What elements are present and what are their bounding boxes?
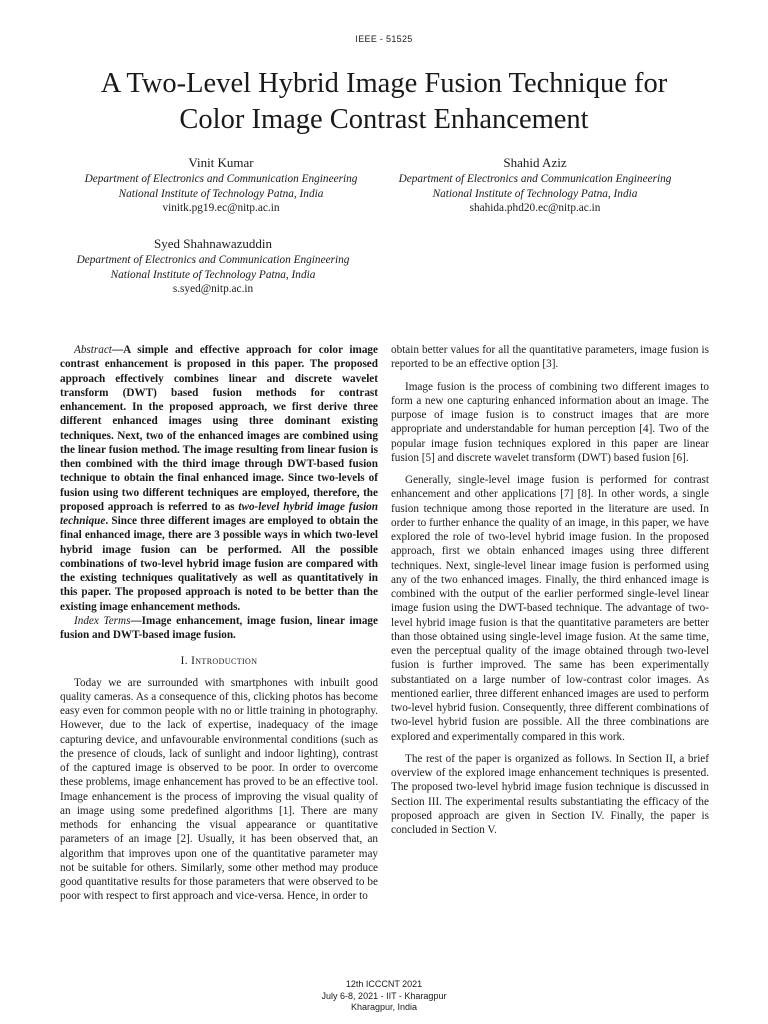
author-name: Syed Shahnawazuddin	[153, 236, 273, 251]
body-paragraph: The rest of the paper is organized as follows. In Section II, a brief overview of the explored image enhancement techniques is presented. The proposed two-level hybrid image fusion technique is discussed in Section III. The experimental results substantiating the efficacy of the proposed approach are given in Section IV. Finally, the paper is concluded in Section V.	[391, 752, 709, 836]
conference-footer	[0, 979, 768, 1014]
conference-id-header: IEEE - 51525	[355, 34, 413, 44]
section-heading-introduction	[60, 654, 378, 668]
body-paragraph: obtain better values for all the quantitative parameters, image fusion is reported to be an effective option [3].	[391, 344, 709, 371]
index-terms-text: Image enhancement, image fusion, linear image fusion and DWT-based image fusion.	[60, 614, 378, 641]
index-terms-label: Index Terms	[74, 614, 131, 627]
author-department: Department of Electronics and Communication Engineering	[84, 173, 358, 185]
author-department: Department of Electronics and Communication Engineering	[76, 254, 350, 266]
author-email[interactable]: s.syed@nitp.ac.in	[172, 283, 254, 295]
title-line-1: A Two-Level Hybrid Image Fusion Technique for	[100, 68, 668, 99]
author-email[interactable]: vinitk.pg19.ec@nitp.ac.in	[162, 202, 280, 214]
body-paragraph: Generally, single-level image fusion is performed for contrast enhancement and other applications [7] [8]. In other words, a single fusion technique among those reported in the literature are used. In order to further enhance the quality of an image, in this paper, we have explored the role of two-level hybrid image fusion. In the proposed approach, first we obtain enhanced images using three different techniques. Next, single-level linear image fusion is performed using any of the two enhanced images. Finally, the third enhanced image is combined with the output of the earlier performed single-level linear image fusion using the DWT-based technique. The advantage of two-level hybrid image fusion is that the quantitative parameters are better than those obtained using single-level image fusion. At the same time, even the perceptual quality of the image obtained through two-level fusion is further improved. The same has been experimentally substantiated on a large number of low-contrast color images. As mentioned earlier, three different enhanced images are used to perform two-level hybrid fusion. Consequently, three different combinations of two-level hybrid fusion are possible. All the three combinations are explored and experimentally compared in this work.	[391, 474, 709, 743]
abstract	[60, 343, 378, 614]
author-institute: National Institute of Technology Patna, India	[118, 187, 324, 200]
footer-line-1: 12th ICCCNT 2021	[345, 979, 423, 989]
left-column	[60, 343, 378, 904]
author-email[interactable]: shahida.phd20.ec@nitp.ac.in	[469, 202, 601, 214]
paper-title	[40, 66, 728, 138]
abstract-dash: —	[111, 344, 124, 356]
author-institute: National Institute of Technology Patna, India	[110, 268, 316, 281]
body-paragraph: Today we are surrounded with smartphones with inbuilt good quality cameras. As a consequence of this, clicking photos has become easy even for common people with no or little training in photography. However, due to the lack of expertise, inadequacy of the image capturing device, and unfavourable environmental conditions (such as the presence of clouds, lack of sunlight and indoor lighting), contrast of the captured image is observed to be poor. In order to overcome these problems, image enhancement has proved to be an effective tool. Image enhancement is the process of improving the visual quality of an image using some predefined algorithms [1]. There are many methods for enhancing the visual appearance or quantitative parameters of an image [2]. Usually, it has been observed that, an algorithm that improves upon one of the quantitative parameter may not be suitable for others. Similarly, some other method may produce good quantitative results for those parameters that were observed to be poor with respect to first approach and vice-versa. Hence, in order to	[60, 676, 378, 903]
section-number: I.	[180, 655, 188, 668]
author-department: Department of Electronics and Communication Engineering	[398, 173, 672, 185]
section-title: Introduction	[191, 655, 258, 668]
author-name: Vinit Kumar	[188, 155, 254, 170]
abstract-label: Abstract	[74, 344, 112, 356]
author-block-3	[52, 235, 374, 297]
author-name: Shahid Aziz	[503, 155, 567, 170]
footer-line-2: July 6-8, 2021 - IIT - Kharagpur	[321, 990, 447, 1001]
body-paragraph: Image fusion is the process of combining two different images to form a new one capturing enhanced information about an image. The purpose of image fusion is to construct images that are more appropriate and understandable for human perception [4]. Two of the popular image fusion techniques explored in this paper are linear fusion [5] and discrete wavelet transform (DWT) based fusion [6].	[391, 380, 709, 464]
abstract-emphasis: two-level hybrid image fusion technique	[60, 500, 378, 527]
index-terms-dash: —	[130, 614, 142, 627]
author-block-2	[360, 154, 710, 216]
abstract-text-part-1: A simple and effective approach for color image contrast enhancement is proposed in this paper. The proposed approach effectively combines linear and discrete wavelet transform (DWT) based fusion methods for contrast enhancement. In the proposed approach, we first derive three different enhanced images using three dominant existing techniques. Next, two of the enhanced images are combined using the linear fusion method. The image resulting from linear fusion is then combined with the third image through DWT-based fusion technique to obtain the final enhanced image. Since two-levels of fusion using two different techniques are employed, therefore, the proposed approach is referred to as	[60, 344, 378, 513]
footer-line-3: Kharagpur, India	[350, 1002, 418, 1012]
title-line-2: Color Image Contrast Enhancement	[179, 104, 589, 135]
author-institute: National Institute of Technology Patna, India	[432, 187, 638, 200]
author-block-1	[60, 154, 382, 216]
index-terms	[60, 614, 378, 643]
right-column	[391, 343, 709, 845]
abstract-text-part-2: . Since three different images are employed to obtain the final enhanced image, there are 3 possible ways in which two-level hybrid image fusion can be performed. All the possible combinations of two-level hybrid image fusion are compared with the existing techniques qualitatively as well as quantitatively in this paper. The proposed approach is noted to be better than the existing image enhancement methods.	[60, 515, 378, 613]
